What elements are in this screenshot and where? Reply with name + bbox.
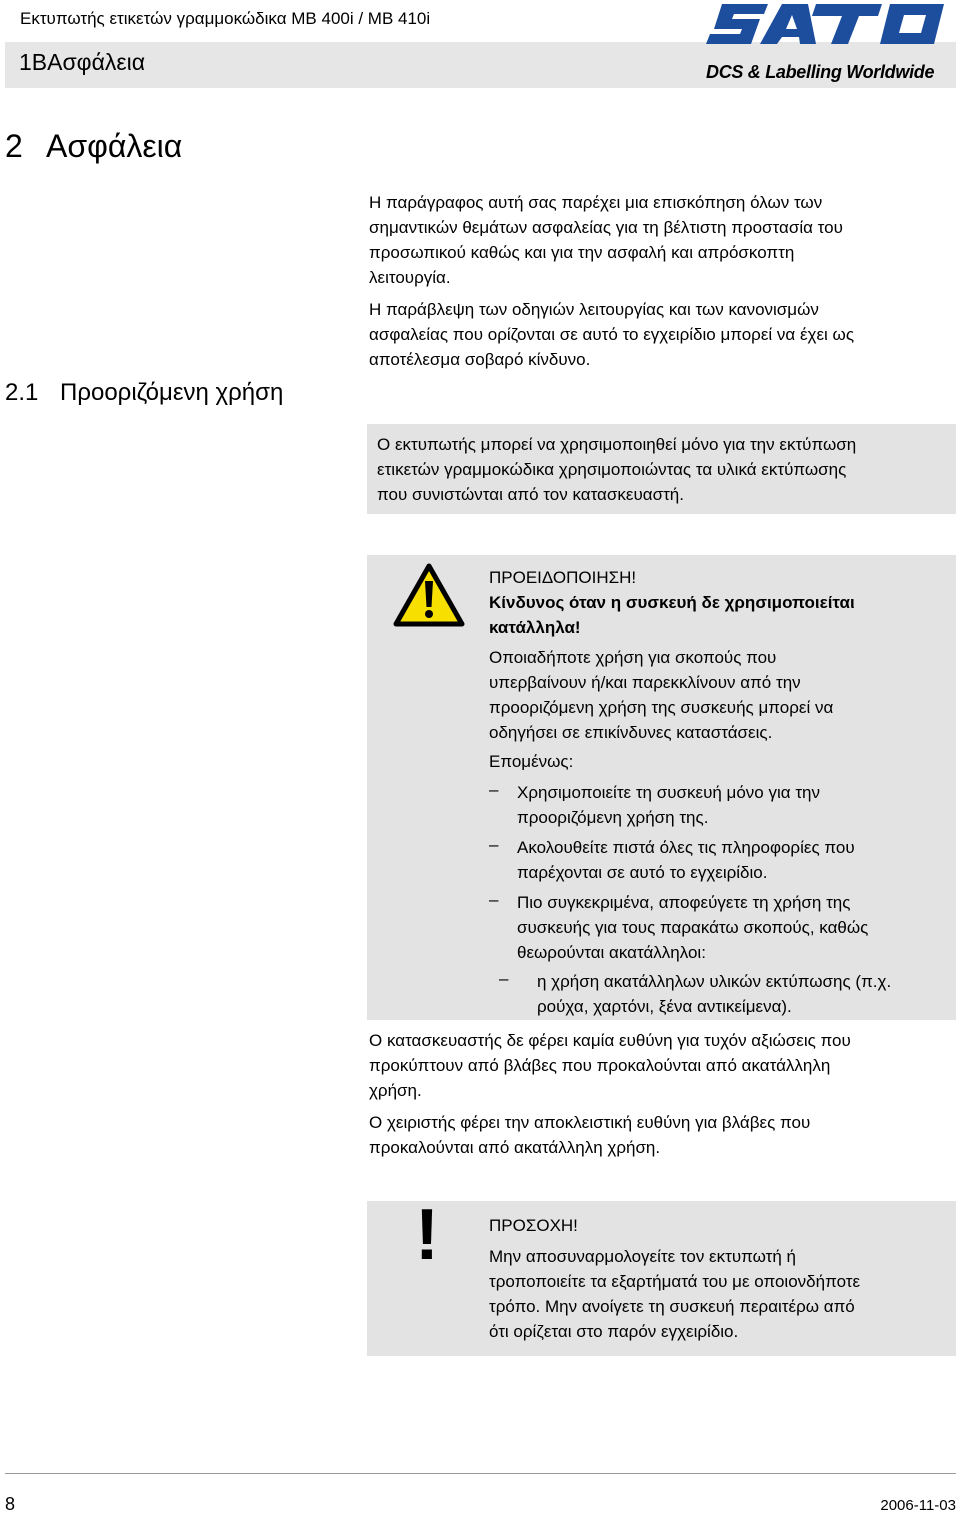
warning-subtitle-2: κατάλληλα! [489, 618, 581, 637]
list-bullet: – [489, 780, 499, 799]
logo-tagline: DCS & Labelling Worldwide [706, 62, 935, 82]
exclamation-icon: ! [415, 1195, 439, 1275]
list-bullet: – [489, 890, 499, 909]
caution-body: Μην αποσυναρμολογείτε τον εκτυπωτή ή τροποποιείτε τα εξαρτήματά του με οποιονδήποτε τρόπο. Μην ανοίγετε τη συσκευή περαιτέρω από ότι ορίζεται στο παρόν εγχειρίδιο. [489, 1247, 861, 1341]
sato-logo [704, 2, 950, 46]
section-header: 1ΒΑσφάλεια [19, 49, 146, 75]
chapter-heading [5, 128, 182, 165]
intro-paragraph-2: Η παράβλεψη των οδηγιών λειτουργίας και των κανονισμών ασφαλείας που ορίζονται σε αυτό το εγχειρίδιο μπορεί να έχει ως αποτέλεσμα σοβαρό κίνδυνο. [369, 300, 855, 369]
section-number: 2.1 [5, 379, 39, 406]
therefore-label: Επομένως: [489, 752, 574, 771]
list-item: Χρησιμοποιείτε τη συσκευή μόνο για την προοριζόμενη χρήση της. [517, 783, 820, 827]
intended-use-text: Ο εκτυπωτής μπορεί να χρησιμοποιηθεί μόνο για την εκτύπωση ετικετών γραμμοκώδικα χρησιμοποιώντας τα υλικά εκτύπωσης που συνιστώνται από τον κατασκευαστή. [377, 435, 857, 504]
liability-paragraph-1: Ο κατασκευαστής δε φέρει καμία ευθύνη για τυχόν αξιώσεις που προκύπτουν από βλάβες που προκαλούνται από ακατάλληλη χρήση. [369, 1031, 851, 1100]
caution-box [367, 1195, 956, 1356]
chapter-title: Ασφάλεια [46, 128, 183, 164]
warning-body: Οποιαδήποτε χρήση για σκοπούς που υπερβαίνουν ή/και παρεκκλίνουν από την προοριζόμενη χρήση της συσκευής μπορεί να οδηγήσει σε επικίνδυνες καταστάσεις. [489, 648, 834, 742]
liability-paragraph-2: Ο χειριστής φέρει την αποκλειστική ευθύνη για βλάβες που προκαλούνται από ακατάλληλη χρήση. [369, 1113, 811, 1157]
intro-paragraph-1: Η παράγραφος αυτή σας παρέχει μια επισκόπηση όλων των σημαντικών θεμάτων ασφαλείας για τη βέλτιστη προστασία του προσωπικού καθώς και για την ασφαλή και απρόσκοπτη λειτουργία. [369, 193, 843, 287]
caution-label: ΠΡΟΣΟΧΗ! [489, 1216, 578, 1235]
page-number: 8 [5, 1494, 16, 1514]
chapter-number: 2 [5, 128, 23, 164]
document-title: Εκτυπωτής ετικετών γραμμοκώδικα MB 400i / MB 410i [20, 9, 431, 28]
warning-subtitle-1: Κίνδυνος όταν η συσκευή δε χρησιμοποιείται [489, 593, 855, 612]
warning-triangle-icon [393, 563, 465, 627]
section-title: Προοριζόμενη χρήση [60, 379, 284, 406]
footer-divider [5, 1473, 956, 1474]
list-item: Ακολουθείτε πιστά όλες τις πληροφορίες που παρέχονται σε αυτό το εγχειρίδιο. [517, 838, 855, 882]
section-heading [5, 379, 283, 407]
warning-label: ΠΡΟΕΙΔΟΠΟΙΗΣΗ! [489, 568, 637, 587]
warning-box [367, 555, 956, 1020]
list-bullet: – [489, 835, 499, 854]
sub-list-item: η χρήση ακατάλληλων υλικών εκτύπωσης (π.χ. ρούχα, χαρτόνι, ξένα αντικείμενα). [537, 972, 892, 1016]
footer-date: 2006-11-03 [880, 1497, 956, 1514]
sub-list-bullet: – [499, 969, 509, 988]
intended-use-box [367, 424, 956, 514]
list-item: Πιο συγκεκριμένα, αποφεύγετε τη χρήση της συσκευής για τους παρακάτω σκοπούς, καθώς θεωρούνται ακατάλληλοι: [517, 893, 869, 962]
